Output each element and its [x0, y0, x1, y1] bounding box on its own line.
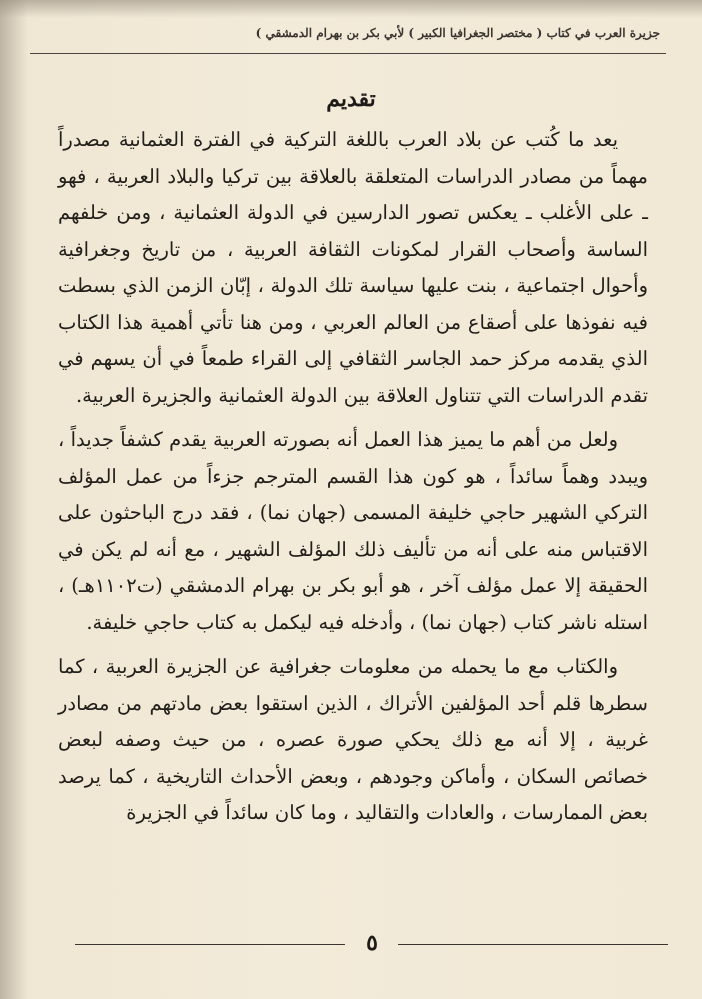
section-heading: تقديم: [326, 86, 376, 112]
page-binding-shadow: [0, 0, 28, 999]
page-number: ٥: [366, 930, 378, 956]
paragraph-2: ولعل من أهم ما يميز هذا العمل أنه بصورته العربية يقدم كشفاً جديداً ، ويبدد وهماً سائداً ، هو كون هذا القسم المترجم جزءاً من عمل المؤلف التركي الشهير حاجي خليفة المسمى (جهان نما) ، فقد درج الباحثون على الاقتباس منه على أنه من تأليف ذلك المؤلف الشهير ، مع أنه لم يكن في الحقيقة إلا عمل مؤلف آخر ، هو أبو بكر بن بهرام الدمشقي (ت١١٠٢هـ) ، استله ناشر كتاب (جهان نما) ، وأدخله فيه ليكمل به كتاب حاجي خليفة.: [58, 428, 648, 634]
header-rule: [30, 53, 666, 54]
body-text: [58, 122, 648, 840]
footer-rule-left: [75, 944, 345, 945]
running-header: جزيرة العرب في كتاب ( مختصر الجغرافيا الكبير ) لأبي بكر بن بهرام الدمشقي ): [255, 26, 660, 40]
paragraph-3: والكتاب مع ما يحمله من معلومات جغرافية عن الجزيرة العربية ، كما سطرها قلم أحد المؤلفين الأتراك ، الذين استقوا بعض مادتهم من مصادر غربية ، إلا أنه مع ذلك يحكي صورة عصره ، من حيث وصفه لبعض خصائص السكان ، وأماكن وجودهم ، وبعض الأحداث التاريخية ، كما يرصد بعض الممارسات ، والعادات والتقاليد ، وما كان سائداً في الجزيرة: [58, 655, 648, 824]
page-top-shadow: [0, 0, 702, 18]
footer-rule-right: [398, 944, 668, 945]
paragraph-1: يعد ما كُتب عن بلاد العرب باللغة التركية في الفترة العثمانية مصدراً مهماً من مصادر الدراسات المتعلقة بالعلاقة بين تركيا والبلاد العربية ، فهو ـ على الأغلب ـ يعكس تصور الدارسين في الدولة العثمانية ، ومن خلفهم الساسة وأصحاب القرار لمكونات الثقافة العربية ، من تاريخ وجغرافية وأحوال اجتماعية ، بنت عليها سياسة تلك الدولة ، إبّان الزمن الذي بسطت فيه نفوذها على أصقاع من العالم العربي ، ومن هنا تأتي أهمية هذا الكتاب الذي يقدمه مركز حمد الجاسر الثقافي إلى القراء طمعاً في أن يسهم في تقدم الدراسات التي تتناول العلاقة بين الدولة العثمانية والجزيرة العربية.: [58, 128, 648, 407]
